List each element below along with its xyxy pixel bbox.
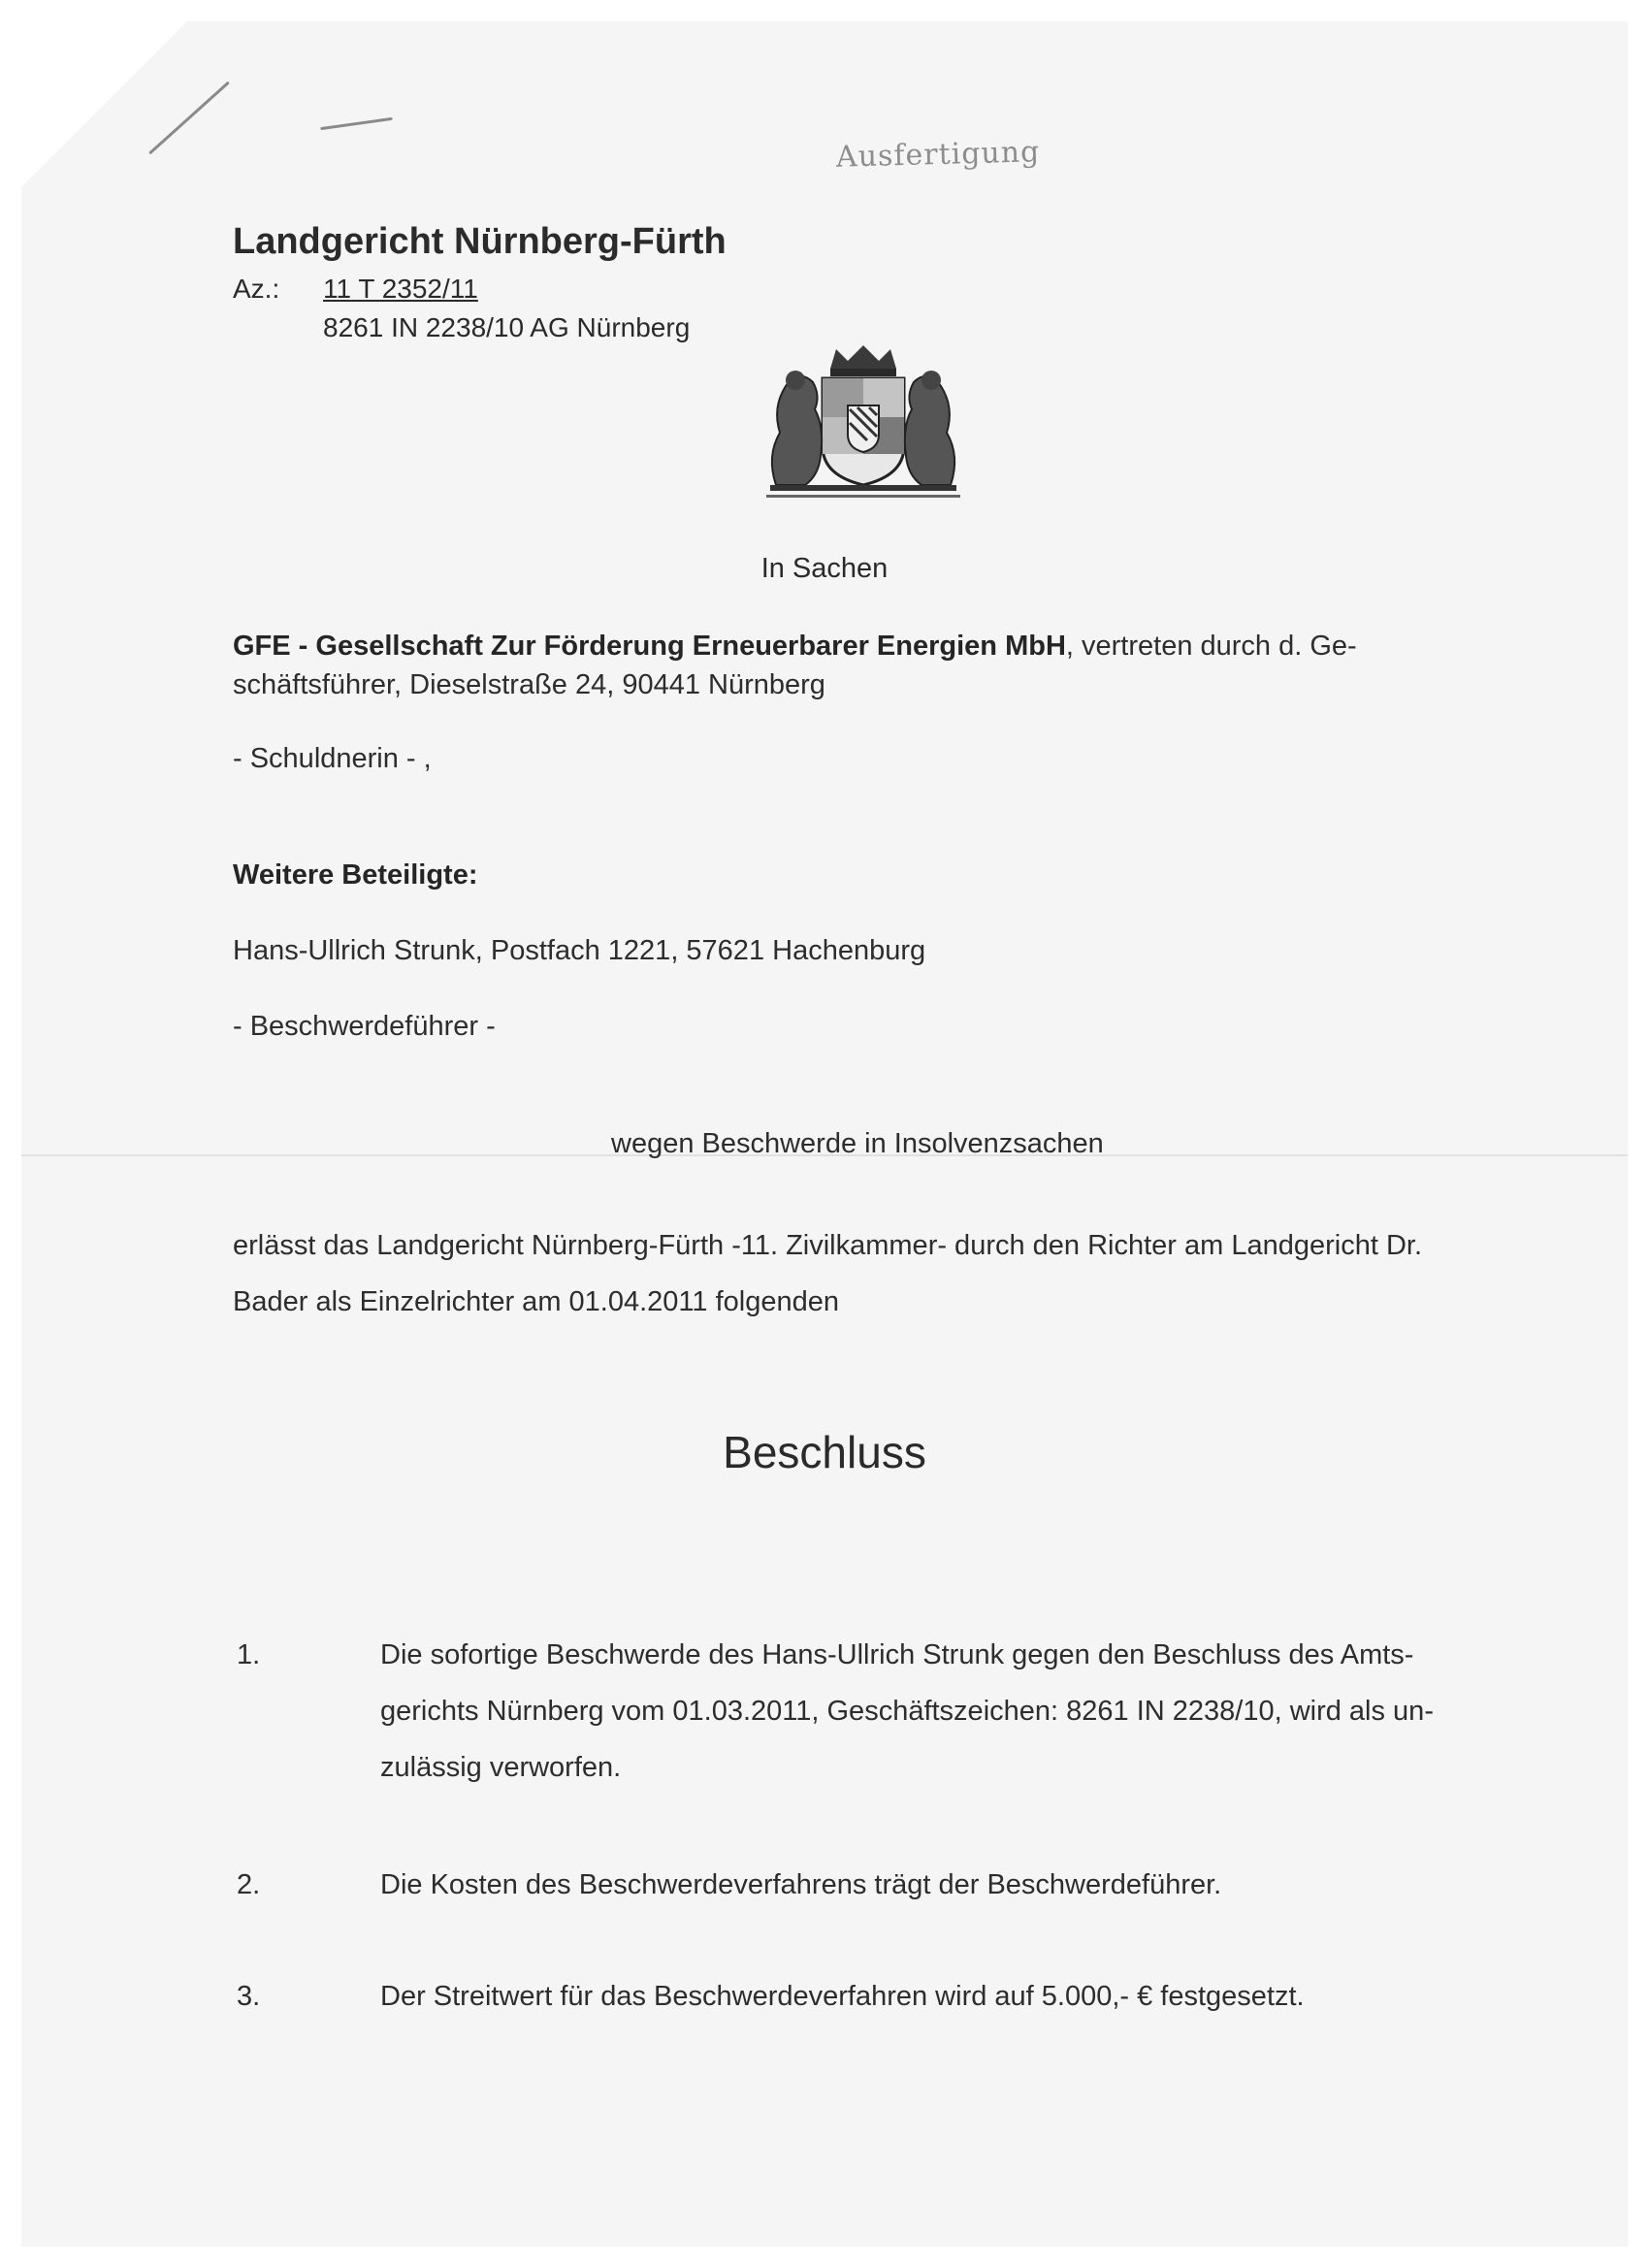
case-number: 11 T 2352/11: [323, 274, 478, 304]
lower-court-case-number: 8261 IN 2238/10 AG Nürnberg: [323, 312, 691, 342]
bavarian-coat-of-arms-icon: [747, 340, 980, 504]
intro-line-2: Bader als Einzelrichter am 01.04.2011 folgenden: [233, 1286, 839, 1317]
item-1-line-2: gerichts Nürnberg vom 01.03.2011, Geschäftszeichen: 8261 IN 2238/10, wird als un-: [380, 1696, 1434, 1727]
page-corner: [0, 0, 209, 209]
item-number: 2.: [237, 1869, 261, 1900]
court-title: Landgericht Nürnberg-Fürth: [233, 221, 727, 262]
ausfertigung-stamp: Ausfertigung: [835, 135, 1041, 175]
debtor-line-1: [233, 631, 1357, 663]
item-number: 3.: [237, 1981, 261, 2012]
complainant-address: Hans-Ullrich Strunk, Postfach 1221, 57621 Hachenburg: [233, 935, 926, 966]
debtor-name: GFE - Gesellschaft Zur Förderung Erneuerbarer Energien MbH: [233, 631, 1066, 662]
complainant-role: - Beschwerdeführer -: [233, 1011, 496, 1042]
item-number: 1.: [237, 1639, 261, 1670]
item-2-line-1: Die Kosten des Beschwerdeverfahrens trägt der Beschwerdeführer.: [380, 1869, 1222, 1900]
item-3-line-1: Der Streitwert für das Beschwerdeverfahren wird auf 5.000,- € festgesetzt.: [380, 1981, 1305, 2012]
intro-line-1: erlässt das Landgericht Nürnberg-Fürth -11. Zivilkammer- durch den Richter am Landgericht Dr.: [233, 1230, 1423, 1261]
subject-line: wegen Beschwerde in Insolvenzsachen: [611, 1128, 1104, 1159]
debtor-representation: , vertreten durch d. Ge-: [1065, 631, 1357, 662]
item-1-line-1: Die sofortige Beschwerde des Hans-Ullrich Strunk gegen den Beschluss des Amts-: [380, 1639, 1414, 1670]
az-label: Az.:: [233, 274, 280, 304]
other-parties-heading: Weitere Beteiligte:: [233, 859, 478, 891]
in-sachen-label: In Sachen: [760, 553, 889, 584]
debtor-role: - Schuldnerin - ,: [233, 743, 432, 774]
decision-title: Beschluss: [723, 1427, 926, 1477]
debtor-address: schäftsführer, Dieselstraße 24, 90441 Nürnberg: [233, 669, 825, 700]
item-1-line-3: zulässig verworfen.: [380, 1752, 622, 1783]
